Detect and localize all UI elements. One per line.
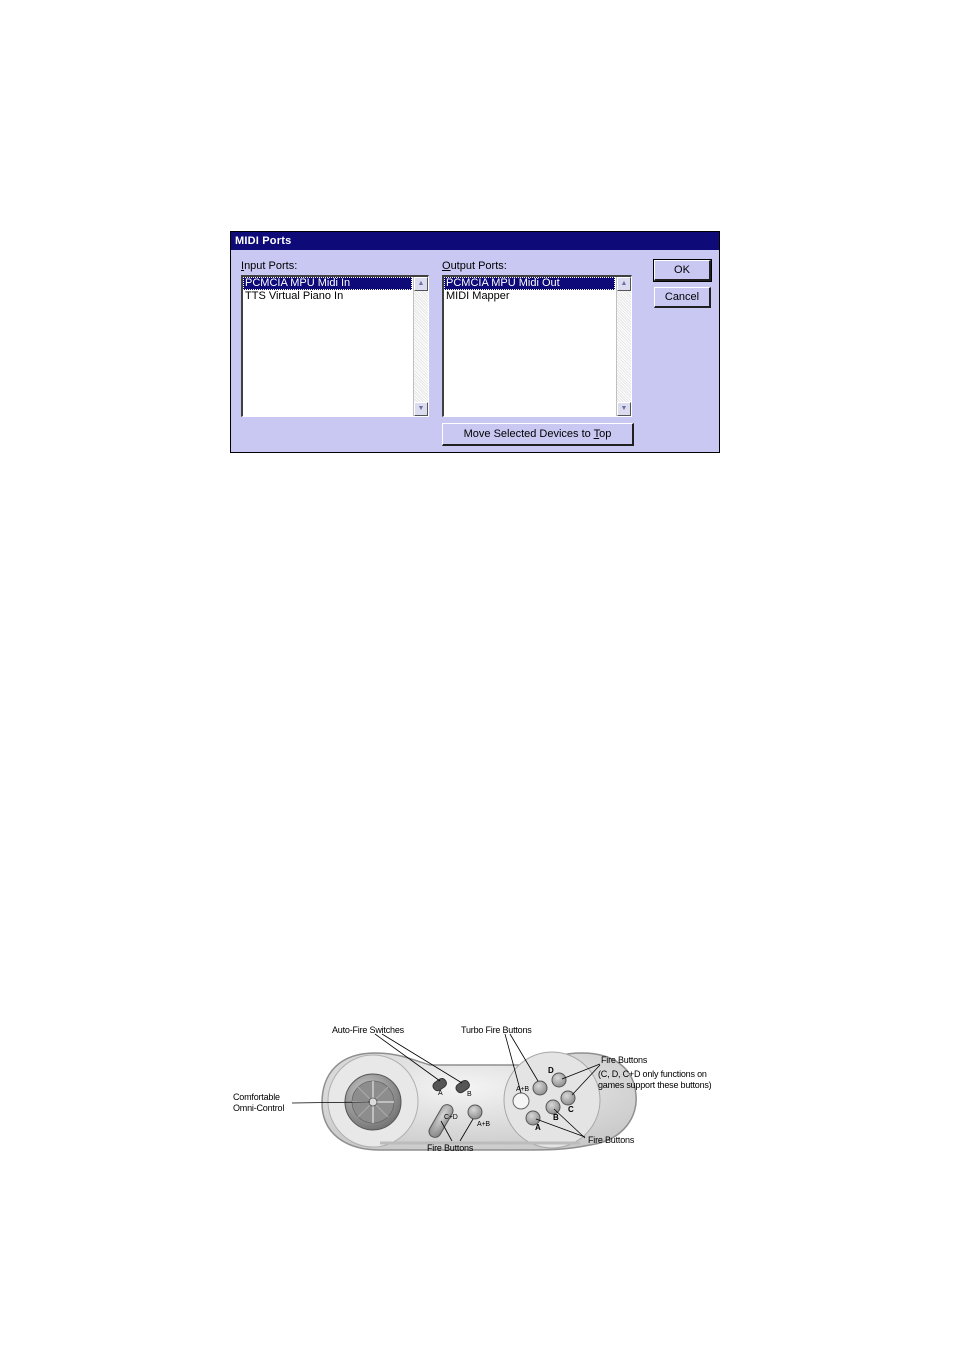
gamepad-figure — [230, 1015, 730, 1165]
output-ports-label: Output Ports: — [442, 260, 507, 272]
move-selected-devices-button[interactable]: Move Selected Devices to Top — [442, 423, 634, 446]
scroll-down-arrow-icon[interactable]: ▼ — [617, 402, 631, 416]
input-ports-listbox[interactable] — [241, 275, 429, 417]
fire-buttons-right-callout: Fire Buttons — [588, 1135, 635, 1145]
ab-button-label: A+B — [477, 1121, 490, 1128]
cancel-button[interactable]: Cancel — [654, 287, 711, 308]
list-item-input-0[interactable]: PCMCIA MPU Midi In — [243, 277, 412, 290]
auto-fire-switches-callout: Auto-Fire Switches — [332, 1025, 404, 1035]
face-button-b — [546, 1100, 560, 1114]
list-item-output-1[interactable]: MIDI Mapper — [446, 290, 510, 302]
scroll-up-arrow-icon[interactable]: ▲ — [414, 277, 428, 291]
turbo-fire-buttons-callout: Turbo Fire Buttons — [461, 1025, 532, 1035]
turbo-ab-label: A+B — [516, 1086, 529, 1093]
scroll-up-arrow-icon[interactable]: ▲ — [617, 277, 631, 291]
switch-a-label: A — [438, 1090, 443, 1097]
input-ports-scrollbar[interactable] — [413, 277, 428, 416]
switch-b-label: B — [467, 1091, 472, 1098]
ok-button[interactable]: OK — [654, 260, 711, 281]
fire-buttons-note-line1: (C, D, C+D only functions on — [598, 1069, 707, 1079]
fire-buttons-top-callout: Fire Buttons — [601, 1055, 648, 1065]
fire-buttons-bottom-callout: Fire Buttons — [427, 1143, 474, 1153]
button-c-label: C — [568, 1105, 574, 1114]
button-b-label: B — [553, 1113, 559, 1122]
list-item-output-0[interactable]: PCMCIA MPU Midi Out — [444, 277, 615, 290]
gamepad-illustration — [230, 1015, 730, 1165]
cd-button-label: C+D — [444, 1114, 458, 1121]
output-ports-scrollbar[interactable] — [616, 277, 631, 416]
list-item-input-1[interactable]: TTS Virtual Piano In — [245, 290, 344, 302]
button-a-label: A — [535, 1123, 541, 1132]
dialog-title: MIDI Ports — [231, 232, 719, 250]
fire-buttons-note-line2: games support these buttons) — [598, 1080, 712, 1090]
omni-control-callout-line1: Comfortable — [233, 1092, 280, 1102]
face-button-c — [561, 1091, 575, 1105]
turbo-button — [513, 1093, 529, 1109]
ab-button — [468, 1105, 482, 1119]
face-button-d — [552, 1073, 566, 1087]
output-ports-listbox[interactable] — [442, 275, 632, 417]
face-button-top-left — [533, 1081, 547, 1095]
button-d-label: D — [548, 1066, 554, 1075]
input-ports-label: Input Ports: — [241, 260, 298, 272]
omni-control-callout-line2: Omni-Control — [233, 1103, 285, 1113]
midi-ports-dialog — [230, 231, 720, 453]
scroll-down-arrow-icon[interactable]: ▼ — [414, 402, 428, 416]
